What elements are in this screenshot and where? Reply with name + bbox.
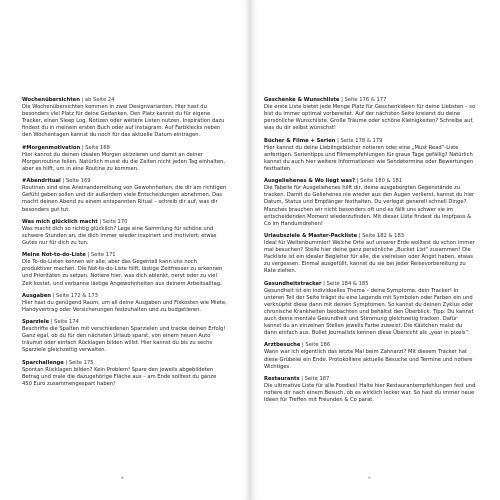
section-heading [264,342,476,349]
left-page [0,0,249,500]
section-title: Bücher & Filme + Serien [264,137,336,144]
section-description: Gesundheit ist ein individuelles Thema – deine Symptome, dein Tracker! In unteren Teil der Seite trägst du eine Legende mit Symbolen oder Farben ein und verknüpfst diese dann mit deinen Symptomen. So kannst du deinen Zyklus oder chronische Krankheiten beobachten und behältst den Überblick. Tipp: Du kannst auch deine mentale Gesundheit und Stimmung gleichzeitig tracken. Dafür kannst du an einzelnen Stellen jeweils Farbe zuweist. Die Kästchen malst du dann einfach aus. Bullet Journalists kennen diese Übersicht als „year in pixels“. [264,287,474,337]
section-heading [22,97,227,104]
section-title: Restaurants [264,375,300,382]
page-reference: | Seite 184 & 185 [321,280,369,287]
page-reference: | Seite 187 [299,375,330,382]
section-heading [22,178,227,185]
section-description: Was macht dich so richtig glücklich? Lege eine Sammlung für schöne und schwere Stunden an, die dich immer wieder inspiriert und motiviert, etwas Gutes nur für dich zu tun. [22,225,217,246]
page-reference: | Seite 170 [97,218,128,225]
section-title: Geschenke & Wunschliste [264,97,340,103]
section-title: Was mich glücklich macht [22,218,98,225]
section-title: Arztbesuche [264,342,301,349]
section-heading [22,219,227,226]
section-entry [264,97,476,132]
section-description: Wann war ich eigentlich das letzte Mal beim Zahnarzt? Mit diesem Tracker hat diese Grübelei ein Ende. Protokolliere aktuelle Besuche und Termine und notiere Wichtiges. [264,349,473,370]
section-entry [264,281,476,338]
section-title: Gesundheitstracker [264,280,322,287]
section-heading [264,97,476,104]
section-entry [264,178,476,228]
section-entry [22,97,227,140]
section-description: Hier kannst du deine Lieblingsbücher notieren oder eine „Must Read“-Liste anfertigen. Serientipps und Filmempfehlungen für graue Tage gefällig? Natürlich kannst du auch hier weitere Informationen wie Sendetermine oder Bewertungen festhalten. [264,144,474,172]
section-heading [264,233,476,240]
section-entry [264,233,476,276]
section-heading [22,293,227,300]
section-entry [22,219,227,247]
page-number-right: 9 [368,475,371,480]
section-description: Ideal für Weltenbummler! Welche Orte auf unserer Erde wolltest du schon immer mal besuchen? Stelle hier deine ganz persönliche „Bucket List“ zusammen! Die Packliste ist ein idealer Begleiter für alle, die vielreisen oder Angst haben, etwas zu vergessen. Einmal ausgefüllt, kannst du sie bei jeder Reisevorbereitung zu Rate ziehen. [264,239,475,275]
page-reference: | Seite 176 & 177 [339,97,387,103]
page-reference: | Seite 168 [80,144,110,151]
page-reference: | Seite 172 & 173 [50,292,98,299]
section-entry [264,138,476,173]
section-title: #Morgenmotivation [22,144,81,151]
section-description: Hier kannst du deinen idealen Morgen skizzieren und damit an deiner Morgenroutine feilen. Natürlich musst du die Zeiten nicht jeden Tag einhalten, aber es hilft, um in eine Routine zu kommen. [22,151,226,172]
section-entry [22,252,227,287]
section-heading [264,178,476,185]
page-number-left: 8 [121,475,124,480]
section-heading [22,319,227,326]
section-entry [22,360,227,388]
section-description: Spontan Rücklagen bilden? Kein Problem! Spare den jeweils abgebildeten Betrag und male die dazugehörige Fläche aus – am Ende solltest du ganze 450 Euro zusammengespart haben! [22,366,217,387]
section-heading [22,360,227,367]
section-title: Wochenübersichten [22,97,80,103]
section-entry [22,145,227,173]
section-description: Routinen sind eine Aneinanderreihung von Gewohnheiten, die dir am richtigen Gefühl geben sollen und dir außerdem viele Entscheidungen abnehmen. Das macht deinen Abend zu einem entspannten Ritual – schreib dir auf, was dir besonders gut tut. [22,185,227,213]
page-reference: | Seite 171 [85,252,116,259]
section-heading [264,138,476,145]
section-entry [264,376,476,404]
section-title: Ausgeliehenes & Wo liegt was? [264,178,356,185]
page-reference: | ab Seite 24 [79,97,115,103]
right-page [251,0,500,500]
section-entry [22,319,227,354]
page-reference: | Seite 175 [63,359,94,366]
section-description: Die To-do-Listen kennen wir alle, aber das Gegenteil kann uns noch produktiver machen. Die Not-to-do-Liste hilft, lästige Zeitfresser zu erkennen und Prioritäten zu setzen. Notiere hier, was dich ablenkt, nervt oder zu viel Zeit kostet, und verbanne lästige Angewohnheiten aus deinem Arbeitsalltag. [22,259,223,287]
section-title: Sparchallenge [22,359,64,366]
section-entry [22,293,227,314]
section-entry [22,178,227,213]
page-reference: | Seite 186 [300,342,331,349]
section-description: Die ultimative Liste für alle Foodies! Halte hier Restaurantempfehlungen fest und notiere dir nach einem Besuch, ob es wirklich lecker war. So hast du immer neue Ideen für Treffen mit Freunden & Co parat. [264,382,476,404]
section-description: Beschrifte die Spalten mit verschiedenen Sparzielen und tracke deinen Erfolg! Ganz egal, ob du für den nächsten Urlaub sparst, von einem neuen Auto träumst oder einfach Rücklagen bilden willst. Hier kannst du bis zu sechs Sparziele gleichzeitig verwalten. [22,326,226,354]
page-reference: | Seite 182 & 183 [357,232,405,239]
section-title: Ausgaben [22,292,51,299]
left-column [22,97,227,393]
right-column [264,97,476,409]
section-description: Die Wochenübersichten kommen in zwei Designvarianten. Hier hast du besonders viel Platz für deine Gedanken. Den Platz kannst du für eigene Tracker, einen Sleep Log, Notizen oder weitere Listen nutzen. Inspiration dazu findest du in meinem ersten Buch oder auf Instagram. Auf Farbklecks neben den Wochentagen kannst du noch für das aktuelle Datum eintragen. [22,104,225,139]
section-title: Urlaubsziele & Master-Packliste [264,232,358,239]
section-entry [264,342,476,370]
page-reference: | Seite 169 [60,178,91,185]
section-title: #Abendritual [22,178,61,185]
section-heading [264,281,476,288]
page-reference: | Seite 178 & 179 [335,137,383,144]
section-description: Die erste Liste bietet jede Menge Platz für Geschenkideen für deine Liebsten – so bist du immer optimal vorbereitet. Auf der nächsten Seite kreierst du deine persönliche Wunschliste. Große Träume oder schöne Kleinigkeiten? Schreibe auf, was du dir selbst wünschst! [264,104,476,132]
section-description: Hier hast du genügend Raum, um all deine Ausgaben und Fixkosten wie Miete, Handyvertrag oder Versicherungen festzuhalten und zu budgetieren. [22,299,227,313]
section-heading [264,376,476,383]
section-title: Sparziele [22,319,50,326]
page-reference: | Seite 180 & 181 [355,178,403,185]
page-reference: | Seite 174 [49,319,79,326]
section-description: Die Tabelle für Ausgeliehenes hilft dir, deine ausgeborgten Gegenstände zu tracken. Damit du Geliehenes nie wieder aus den Augen verlierst, kannst du hier Datum, Status und Empfänger festhalten. Du verlegst generell schnell Dinge? Manches brauchen wir nicht besonders oft und es fällt uns schwer sie im entscheidenden Moment wiederzufinden. Mit dieser Liste findest du Impfpass & Co im Handumdrehen! [264,185,475,227]
section-heading [22,145,227,152]
section-title: Meine Not-to-do-Liste [22,252,86,259]
section-heading [22,252,227,259]
